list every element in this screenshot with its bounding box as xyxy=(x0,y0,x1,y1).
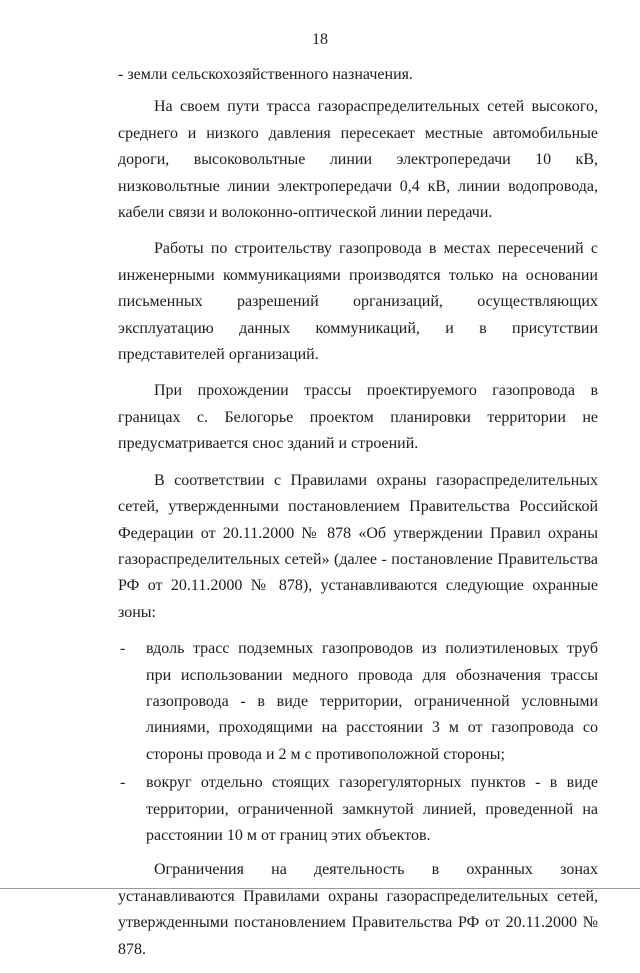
paragraph-route-crossings: На своем пути трасса газораспределительных сетей высокого, среднего и низкого давления пересекает местные автомобильные дороги, высоковольтные линии электропередачи 10 кВ, низковольтные линии электропередачи 0,4 кВ, линии водопровода, кабели связи и волоконно-оптической линии передачи. xyxy=(118,98,598,222)
bullet-dash: - xyxy=(120,640,126,658)
paragraph-construction-permits: Работы по строительству газопровода в местах пересечений с инженерными коммуникациями производятся только на основании письменных разрешений организаций, осуществляющих эксплуатацию данных коммуникаций, и в присутствии представителей организаций. xyxy=(118,240,598,364)
list-item-text: вокруг отдельно стоящих газорегуляторных пунктов - в виде территории, ограниченной замкнутой линией, проведенной на расстоянии 10 м от границ этих объектов. xyxy=(146,774,598,844)
paragraph-protection-rules: В соответствии с Правилами охраны газораспределительных сетей, утвержденными постановлением Правительства Российской Федерации от 20.11.2000 № 878 «Об утверждении Правил охраны газораспределительных сетей» (далее - постановление Правительства РФ от 20.11.2000 № 878), устанавливаются следующие охранные зоны: xyxy=(118,471,598,621)
list-item xyxy=(118,636,598,768)
page-bottom-rule xyxy=(0,888,640,889)
list-item xyxy=(118,770,598,849)
list-item-text: вдоль трасс подземных газопроводов из полиэтиленовых труб при использовании медного провода для обозначения трассы газопровода - в виде территории, ограниченной условными линиями, проходящими на расстоянии 3 м от газопровода со стороны провода и 2 м с противоположной стороны; xyxy=(146,640,598,763)
paragraph-restrictions: Ограничения на деятельность в охранных зонах устанавливаются Правилами охраны газораспределительных сетей, утвержденными постановлением Правительства РФ от 20.11.2000 № 878. xyxy=(118,861,598,958)
document-body xyxy=(118,62,598,973)
bullet-dash: - xyxy=(120,774,126,792)
paragraph-no-demolition: При прохождении трассы проектируемого газопровода в границах с. Белогорье проектом планировки территории не предусматривается снос зданий и строений. xyxy=(118,382,598,453)
page-number: 18 xyxy=(312,31,328,48)
intro-line: - земли сельскохозяйственного назначения. xyxy=(118,66,413,83)
protection-zones-list xyxy=(118,636,598,849)
